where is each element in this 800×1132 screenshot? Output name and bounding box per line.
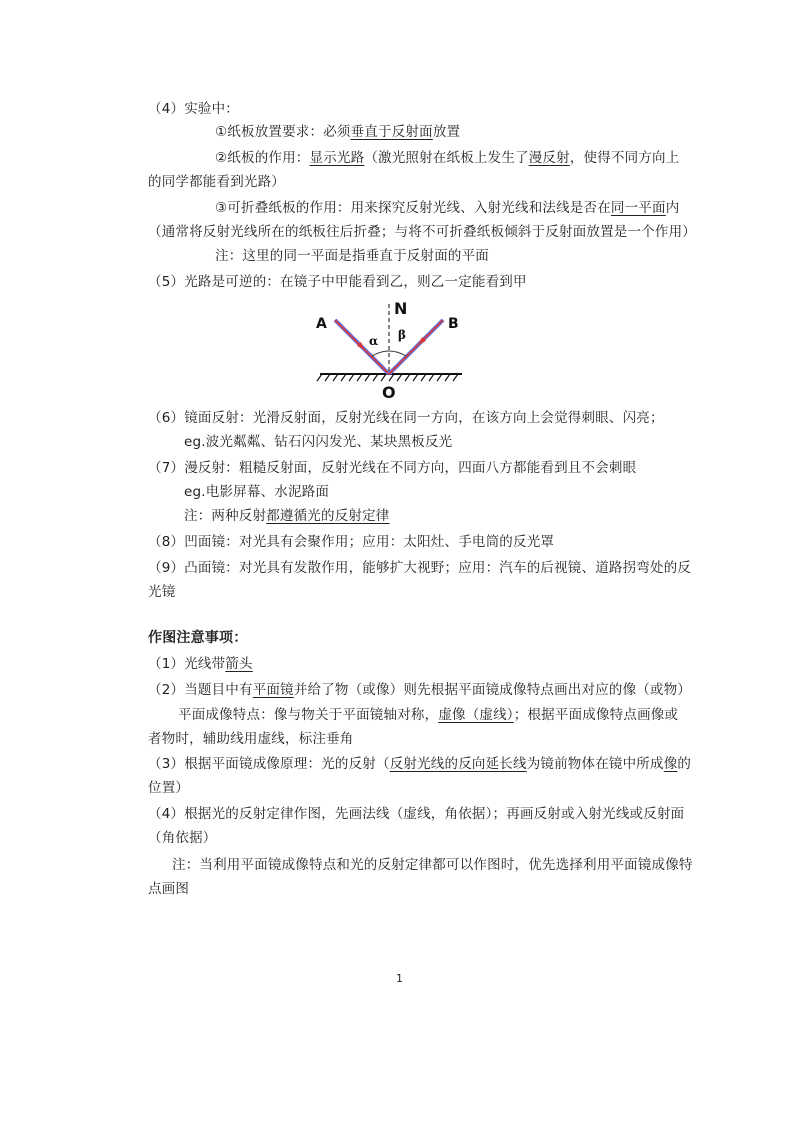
drawing-note-continued: 点画图 [148, 881, 190, 897]
s4-item-2 [215, 148, 679, 168]
drawing-point-2-sub-1-underline: 虚像（虚线） [438, 707, 514, 723]
drawing-point-3-underline-2: 像 [663, 756, 678, 772]
s4-item-3-a: ③可折叠纸板的作用：用来探究反射光线、入射光线和法线是否在 [215, 200, 611, 216]
drawing-point-2-sub-1-b: ；根据平面成像特点画像或 [513, 707, 679, 723]
label-n: N [394, 299, 408, 318]
drawing-point-4-continued: （角依据） [148, 830, 217, 846]
s7-example: eg.电影屏幕、水泥路面 [184, 484, 330, 500]
s9-text: （9）凸面镜：对光具有发散作用，能够扩大视野；应用：汽车的后视镜、道路拐弯处的反 [148, 560, 692, 576]
drawing-point-2-sub-2: 者物时，辅助线用虚线，标注垂角 [148, 731, 354, 747]
drawing-point-4: （4）根据光的反射定律作图，先画法线（虚线，角依据）；再画反射或入射光线或反射面 [148, 806, 685, 822]
drawing-point-3-a: （3）根据平面镜成像原理：光的反射（ [148, 756, 390, 772]
drawing-note: 注：当利用平面镜成像特点和光的反射定律都可以作图时，优先选择利用平面镜成像特 [172, 857, 693, 873]
s4-note: 注：这里的同一平面是指垂直于反射面的平面 [215, 248, 489, 264]
s7-note-a: 注：两种反射 [184, 508, 267, 524]
s4-item-2-a: ②纸板的作用： [215, 150, 310, 166]
s4-item-3 [215, 198, 679, 218]
label-alpha: α [369, 334, 379, 348]
s5-text: （5）光路是可逆的：在镜子中甲能看到乙，则乙一定能看到甲 [148, 274, 527, 290]
label-o: O [382, 383, 396, 402]
s4-item-1-underline: 垂直于反射面 [350, 124, 433, 140]
s4-item-2-c: ，使得不同方向上 [569, 150, 680, 166]
s7-note [184, 506, 390, 526]
s7-note-underline: 都遵循光的反射定律 [266, 508, 390, 524]
drawing-point-2-underline: 平面镜 [252, 682, 294, 698]
drawing-point-2-b: 并给了物（或像）则先根据平面镜成像特点画出对应的像（或物） [293, 682, 692, 698]
drawing-title: 作图注意事项： [148, 630, 248, 646]
drawing-point-3-c: 的 [677, 756, 692, 772]
drawing-point-3-underline-1: 反射光线的反向延长线 [389, 756, 527, 772]
s9-continued: 光镜 [148, 584, 176, 600]
drawing-point-2-sub-1 [178, 705, 678, 725]
label-a: A [316, 316, 327, 332]
s4-item-3-underline: 同一平面 [610, 200, 666, 216]
s6-text: （6）镜面反射：光滑反射面，反射光线在同一方向，在该方向上会觉得刺眼、闪亮； [148, 410, 664, 426]
label-b: B [448, 316, 459, 332]
label-beta: β [398, 328, 406, 342]
drawing-point-1 [148, 654, 253, 674]
page-number: 1 [396, 972, 403, 985]
s4-item-2-underline-1: 显示光路 [309, 150, 365, 166]
s4-item-1-a: ①纸板放置要求：必须 [215, 124, 351, 140]
s4-item-1-b: 放置 [432, 124, 461, 140]
s7-text: （7）漫反射：粗糙反射面，反射光线在不同方向，四面八方都能看到且不会刺眼 [148, 460, 637, 476]
s4-heading: （4）实验中： [148, 101, 239, 117]
s4-item-3-continued: （通常将反射光线所在的纸板往后折叠；与将不可折叠纸板倾斜于反射面放置是一个作用） [148, 224, 696, 240]
reflection-diagram [300, 290, 480, 405]
s6-example: eg.波光粼粼、钻石闪闪发光、某块黑板反光 [184, 434, 453, 450]
s4-item-2-continued: 的同学都能看到光路） [148, 174, 285, 190]
drawing-point-2-sub-1-a: 平面成像特点：像与物关于平面镜轴对称， [178, 707, 439, 723]
drawing-point-1-underline: 箭头 [225, 656, 253, 672]
s4-item-2-underline-2: 漫反射 [528, 150, 570, 166]
drawing-point-2 [148, 680, 691, 700]
drawing-point-3 [148, 754, 691, 774]
s4-item-1 [215, 122, 460, 142]
s8-text: （8）凹面镜：对光具有会聚作用；应用：太阳灶、手电筒的反光罩 [148, 534, 555, 550]
s4-item-3-b: 内 [665, 200, 680, 216]
s4-item-2-b: （激光照射在纸板上发生了 [364, 150, 529, 166]
drawing-point-3-continued: 位置） [148, 780, 190, 796]
drawing-point-1-a: （1）光线带 [148, 656, 226, 672]
drawing-point-2-a: （2）当题目中有 [148, 682, 253, 698]
drawing-point-3-b: 为镜前物体在镜中所成 [526, 756, 664, 772]
